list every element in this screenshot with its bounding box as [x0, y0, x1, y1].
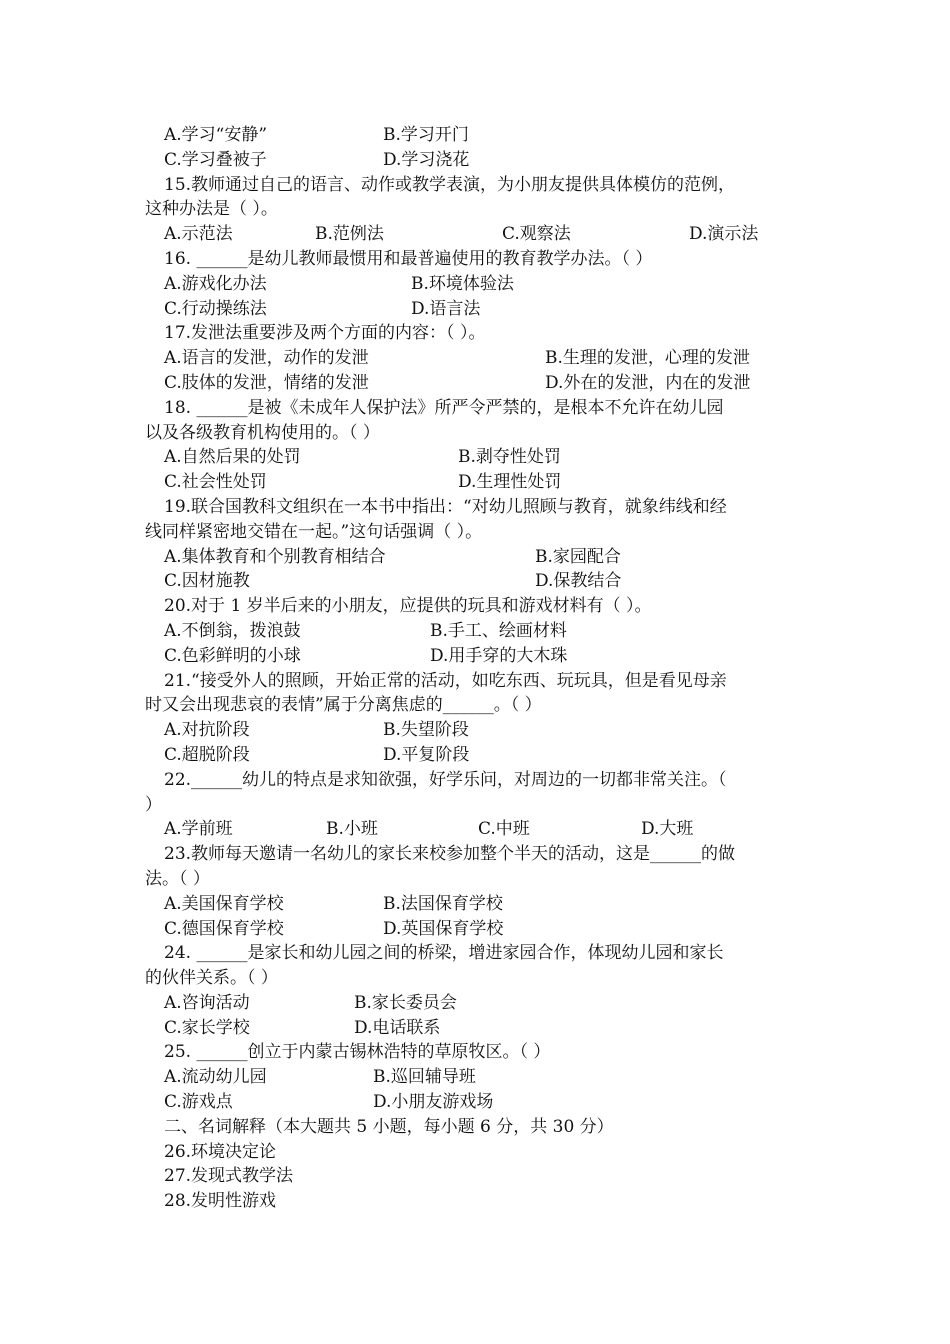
- q16-options-row-2: [145, 297, 810, 322]
- q15-stem-line-1: 15.教师通过自己的语言、动作或教学表演，为小朋友提供具体模仿的范例，: [164, 174, 736, 195]
- q18-options-row-1: [145, 445, 810, 470]
- q17-stem-line-1: 17.发泄法重要涉及两个方面的内容：（ ）。: [164, 323, 486, 344]
- q18-option-b: B.剥夺性处罚: [458, 447, 561, 468]
- q20-stem-line-1: 20.对于 1 岁半后来的小朋友，应提供的玩具和游戏材料有（ ）。: [164, 596, 652, 617]
- q17-options-row-1: [145, 346, 810, 371]
- q21-options-row-1: [145, 718, 810, 743]
- q19-stem-line-2: 线同样紧密地交错在一起。”这句话强调（ ）。: [145, 521, 483, 542]
- q24-options-row-2: [145, 1016, 810, 1041]
- q14-options-row-2: [145, 148, 810, 173]
- q19-options-row-2: [145, 569, 810, 594]
- q16-options-row-1: [145, 272, 810, 297]
- q22-option-d: D.大班: [641, 819, 694, 840]
- q14-option-c: C.学习叠被子: [164, 149, 267, 170]
- q18-stem-line-2: 以及各级教育机构使用的。（ ）: [145, 422, 380, 443]
- q16-option-c: C.行动操练法: [164, 298, 267, 319]
- exam-content: [145, 123, 810, 1214]
- q22-option-c: C.中班: [478, 819, 530, 840]
- q23-stem-line-1: 23.教师每天邀请一名幼儿的家长来校参加整个半天的活动，这是______的做: [164, 844, 736, 865]
- q21-options-row-2: [145, 743, 810, 768]
- q24-stem-line-2: 的伙伴关系。（ ）: [145, 968, 278, 989]
- q15-option-a: A.示范法: [164, 224, 233, 245]
- q22-option-b: B.小班: [326, 819, 378, 840]
- q20-options-row-1: [145, 619, 810, 644]
- q21-stem-line-1: 21.“接受外人的照顾，开始正常的活动，如吃东西、玩玩具，但是看见母亲: [164, 670, 727, 691]
- q17-option-d: D.外在的发泄，内在的发泄: [545, 372, 751, 393]
- q18-option-c: C.社会性处罚: [164, 472, 267, 493]
- q14-option-a: A.学习“安静”: [164, 125, 268, 145]
- q20-option-d: D.用手穿的大木珠: [430, 645, 568, 666]
- q15-option-d: D.演示法: [689, 224, 759, 245]
- q25-options-row-2: [145, 1090, 810, 1115]
- q22-option-a: A.学前班: [164, 819, 233, 840]
- q17-option-a: A.语言的发泄，动作的发泄: [164, 348, 369, 369]
- q18-stem-line-1: 18. ______是被《未成年人保护法》所严令严禁的，是根本不允许在幼儿园: [164, 397, 724, 418]
- q16-option-b: B.环境体验法: [411, 273, 514, 294]
- q16-option-d: D.语言法: [411, 298, 481, 319]
- q18-option-a: A.自然后果的处罚: [164, 447, 301, 468]
- q24-option-a: A.咨询活动: [164, 992, 250, 1013]
- q14-option-d: D.学习浇花: [383, 149, 470, 170]
- q23-stem-line-2: 法。（ ）: [145, 868, 210, 889]
- q16-stem-line-1: 16. ______是幼儿教师最惯用和最普遍使用的教育教学办法。（ ）: [164, 248, 653, 269]
- q25-options-row-1: [145, 1065, 810, 1090]
- q21-stem-line-2: 时又会出现悲哀的表情”属于分离焦虑的______。（ ）: [145, 695, 542, 716]
- q23-option-a: A.美国保育学校: [164, 893, 284, 914]
- q23-option-b: B.法国保育学校: [383, 893, 503, 914]
- section-2-heading: 二、名词解释（本大题共 5 小题，每小题 6 分，共 30 分）: [164, 1116, 614, 1137]
- q18-option-d: D.生理性处罚: [458, 472, 562, 493]
- q24-option-d: D.电话联系: [354, 1017, 441, 1038]
- q25-option-a: A.流动幼儿园: [164, 1067, 267, 1088]
- q19-options-row-1: [145, 545, 810, 570]
- q22-options-row: [145, 817, 810, 842]
- q25-option-b: B.巡回辅导班: [373, 1067, 476, 1088]
- q23-options-row-1: [145, 892, 810, 917]
- q14-options-row-1: [145, 123, 810, 148]
- q25-option-d: D.小朋友游戏场: [373, 1092, 494, 1113]
- q19-option-d: D.保教结合: [535, 571, 622, 592]
- q15-stem-line-2: 这种办法是（ ）。: [145, 199, 278, 220]
- q15-options-row: [145, 222, 810, 247]
- term-item-26: 26.环境决定论: [164, 1141, 277, 1162]
- q15-option-b: B.范例法: [315, 224, 384, 245]
- term-item-27: 27.发现式教学法: [164, 1166, 294, 1187]
- q23-option-c: C.德国保育学校: [164, 918, 284, 939]
- q19-option-a: A.集体教育和个别教育相结合: [164, 546, 386, 567]
- q25-option-c: C.游戏点: [164, 1092, 233, 1113]
- q17-option-b: B.生理的发泄，心理的发泄: [545, 348, 750, 369]
- q19-stem-line-1: 19.联合国教科文组织在一本书中指出：“对幼儿照顾与教育，就象纬线和经: [164, 496, 727, 517]
- q19-option-b: B.家园配合: [535, 546, 621, 567]
- q16-option-a: A.游戏化办法: [164, 273, 267, 294]
- q23-option-d: D.英国保育学校: [383, 918, 504, 939]
- q22-stem-line-1: 22.______幼儿的特点是求知欲强，好学乐问，对周边的一切都非常关注。（: [164, 769, 727, 790]
- q14-option-b: B.学习开门: [383, 125, 469, 145]
- q17-options-row-2: [145, 371, 810, 396]
- q21-option-c: C.超脱阶段: [164, 744, 250, 765]
- q19-option-c: C.因材施教: [164, 571, 250, 592]
- q24-options-row-1: [145, 991, 810, 1016]
- term-item-28: 28.发明性游戏: [164, 1191, 277, 1212]
- q24-stem-line-1: 24. ______是家长和幼儿园之间的桥梁，增进家园合作，体现幼儿园和家长: [164, 943, 724, 964]
- q20-option-c: C.色彩鲜明的小球: [164, 645, 301, 666]
- q21-option-d: D.平复阶段: [383, 744, 470, 765]
- q17-option-c: C.肢体的发泄，情绪的发泄: [164, 372, 369, 393]
- q25-stem-line-1: 25. ______创立于内蒙古锡林浩特的草原牧区。（ ）: [164, 1042, 551, 1063]
- q15-option-c: C.观察法: [502, 224, 571, 245]
- q21-option-a: A.对抗阶段: [164, 720, 250, 741]
- q24-option-b: B.家长委员会: [354, 992, 457, 1013]
- q22-stem-line-2: ）: [145, 794, 162, 815]
- q20-option-b: B.手工、绘画材料: [430, 620, 567, 641]
- q23-options-row-2: [145, 917, 810, 942]
- q18-options-row-2: [145, 470, 810, 495]
- q24-option-c: C.家长学校: [164, 1017, 250, 1038]
- q20-options-row-2: [145, 644, 810, 669]
- q21-option-b: B.失望阶段: [383, 720, 469, 741]
- q20-option-a: A.不倒翁，拨浪鼓: [164, 620, 301, 641]
